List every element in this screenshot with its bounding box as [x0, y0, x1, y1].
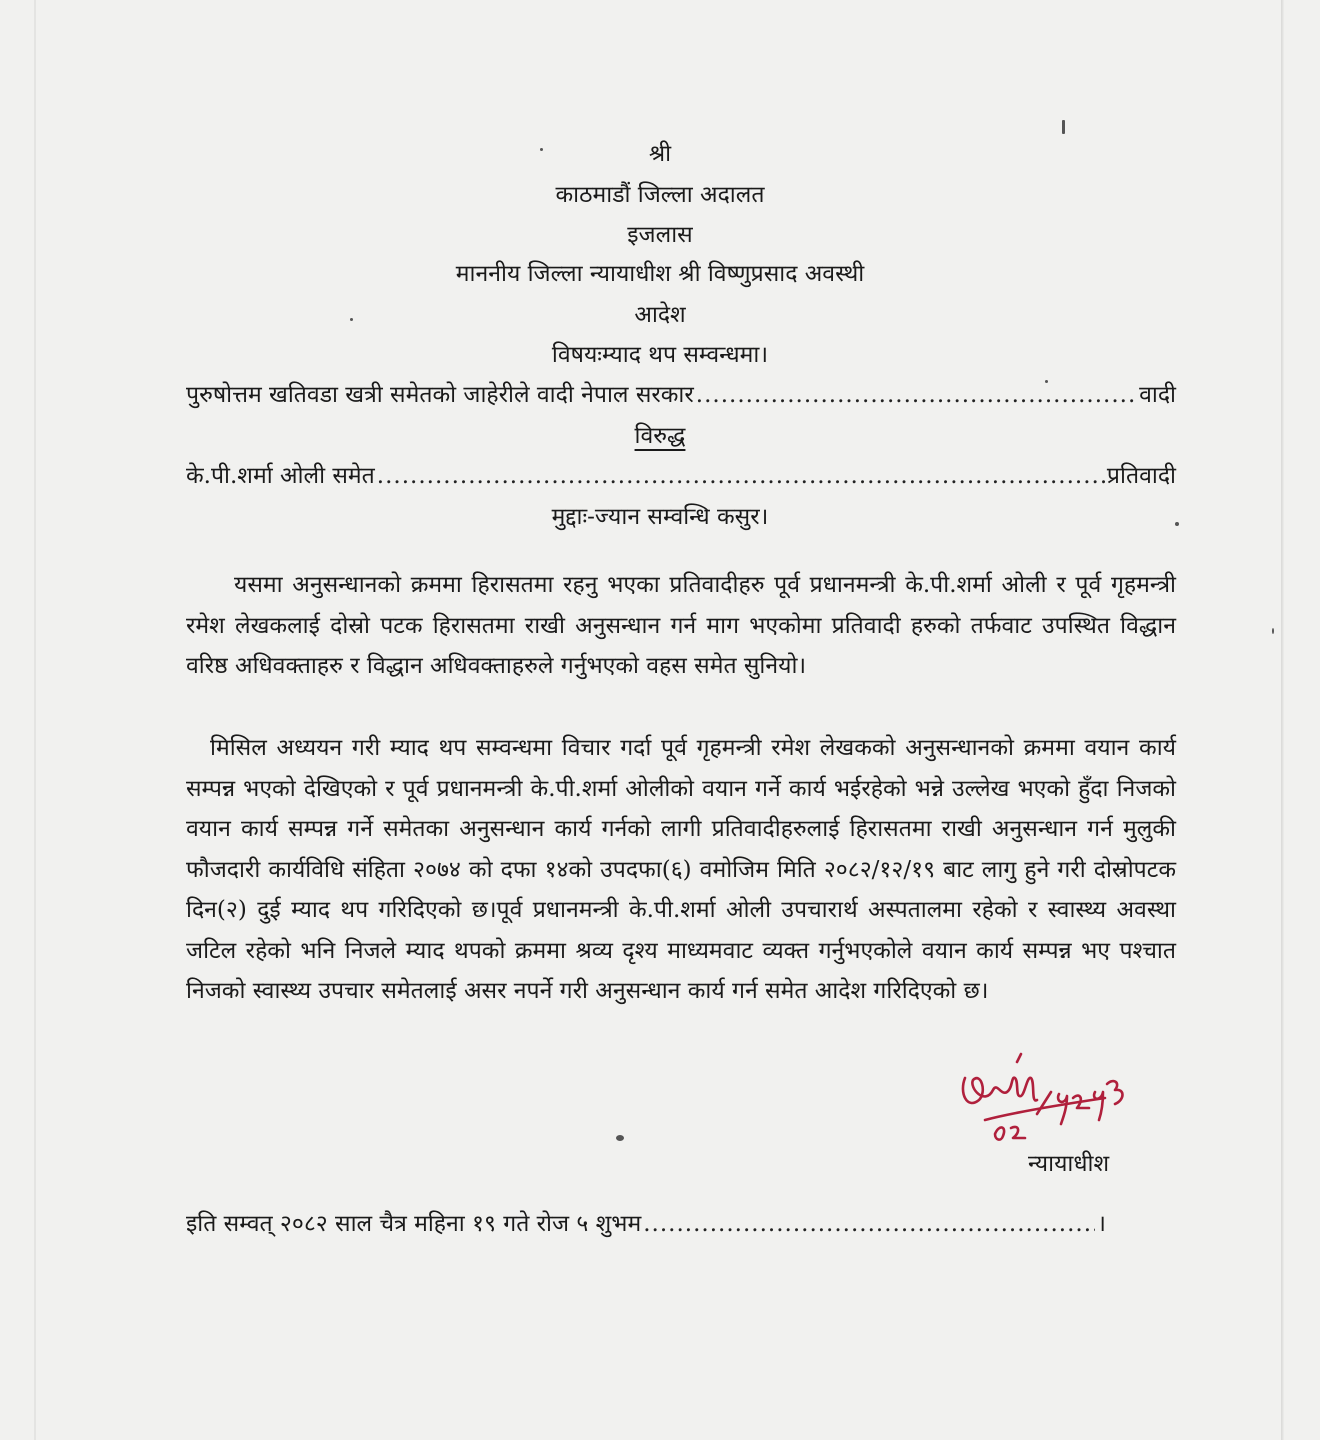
case-title: मुद्दाः-ज्यान सम्वन्धि कसुर।: [551, 504, 769, 530]
judge-name: माननीय जिल्ला न्यायाधीश श्री विष्णुप्रसाद अवस्थी: [455, 261, 865, 287]
scan-mark: [1045, 380, 1048, 383]
footer-date-line: [186, 1209, 1106, 1239]
leader-dots: [696, 380, 1137, 410]
end-mark: ।: [1097, 1211, 1106, 1237]
scan-mark: [1175, 522, 1179, 526]
body-paragraph-2: मिसिल अध्ययन गरी म्याद थप सम्वन्धमा विचार गर्दा पूर्व गृहमन्त्री रमेश लेखकको अनुसन्धानको क्रममा वयान कार्य सम्पन्न भएको देखिएको र पूर्व प्रधानमन्त्री के.पी.शर्मा ओलीको वयान गर्ने कार्य भईरहेको भन्ने उल्लेख भएको हुँदा निजको वयान कार्य सम्पन्न गर्ने समेतका अनुसन्धान कार्य गर्नको लागी प्रतिवादीहरुलाई हिरासतमा राखी अनुसन्धान गर्न मुलुकी फौजदारी कार्यविधि संहिता २०७४ को दफा १४को उपदफा(६) वमोजिम मिति २०८२/१२/१९ बाट लागु हुने गरी दोस्रोपटक दिन(२) दुई म्याद थप गरिदिएको छ।पूर्व प्रधानमन्त्री के.पी.शर्मा ओली उपचारार्थ अस्पतालमा रहेको र स्वास्थ्य अवस्था जटिल रहेको भनि निजले म्याद थपको क्रममा श्रव्य दृश्य माध्यमवाट व्यक्त गर्नुभएकोले वयान कार्य सम्पन्न भए पश्चात निजको स्वास्थ्य उपचार समेतलाई असर नपर्ने गरी अनुसन्धान कार्य गर्न समेत आदेश गरिदिएको छ।: [186, 735, 1176, 1004]
scan-mark: [540, 148, 543, 151]
defendant-name: के.पी.शर्मा ओली समेत: [186, 463, 375, 489]
plaintiff-name: पुरुषोत्तम खतिवडा खत्री समेतको जाहेरीले वादी नेपाल सरकार: [186, 382, 694, 408]
page-right-edge: [1281, 0, 1284, 1440]
court-name: काठमाडौं जिल्ला अदालत: [555, 182, 765, 208]
leader-dots: [377, 461, 1105, 491]
bench-label: इजलास: [627, 222, 693, 248]
subject-line: विषयःम्याद थप सम्वन्धमा।: [551, 342, 769, 368]
honorific: श्री: [648, 141, 672, 167]
judge-title: न्यायाधीश: [1028, 1151, 1110, 1177]
date-text: इति सम्वत् २०८२ साल चैत्र महिना १९ गते रोज ५ शुभम: [186, 1211, 642, 1237]
order-title: आदेश: [634, 302, 686, 328]
body-paragraph-1: यसमा अनुसन्धानको क्रममा हिरासतमा रहनु भएका प्रतिवादीहरु पूर्व प्रधानमन्त्री के.पी.शर्मा ओली र पूर्व गृहमन्त्री रमेश लेखकलाई दोस्रो पटक हिरासतमा राखी अनुसन्धान गर्न माग भएकोमा प्रतिवादी हरुको तर्फवाट उपस्थित विद्धान वरिष्ठ अधिवक्ताहरु र विद्धान अधिवक्ताहरुले गर्नुभएको वहस समेत सुनियो।: [186, 572, 1176, 679]
defendant-role: प्रतिवादी: [1106, 463, 1176, 489]
versus-text: विरुद्ध: [634, 423, 686, 449]
versus-label: [0, 421, 1320, 451]
handwritten-signature: [955, 1048, 1155, 1148]
scan-mark: [350, 318, 353, 321]
scan-mark: [1272, 628, 1274, 634]
scan-mark: [616, 1135, 624, 1141]
defendant-line: [186, 461, 1176, 491]
leader-dots: [643, 1209, 1095, 1239]
plaintiff-line: [186, 380, 1176, 410]
plaintiff-role: वादी: [1139, 382, 1176, 408]
scan-mark: [1062, 120, 1065, 134]
page-left-edge: [34, 0, 36, 1440]
